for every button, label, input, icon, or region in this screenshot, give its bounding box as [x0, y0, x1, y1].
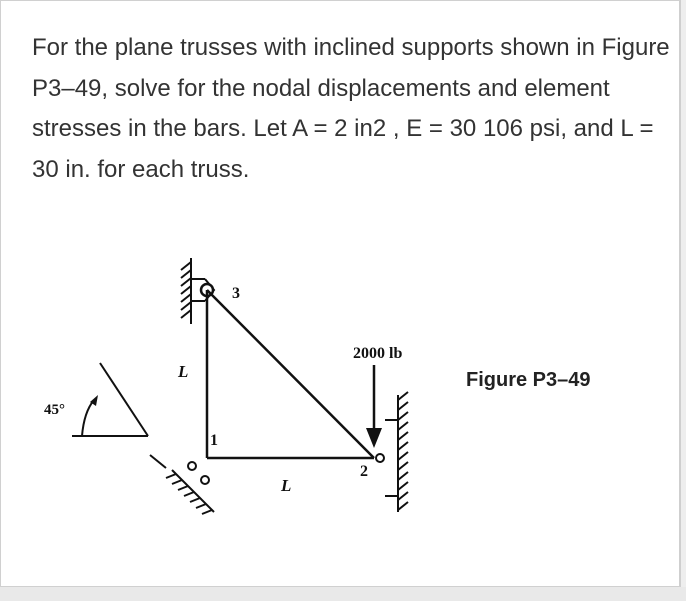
load-label: 2000 lb [353, 345, 403, 362]
node-label-2: 2 [360, 463, 368, 480]
member-diagonal [207, 290, 374, 458]
node-label-1: 1 [210, 432, 218, 449]
angle-label: 45° [44, 402, 65, 418]
node-label-3: 3 [232, 285, 240, 302]
angle-indicator [72, 363, 148, 436]
node1-inclined-roller [150, 455, 214, 514]
truss-members [207, 290, 374, 458]
length-label-vertical: L [178, 362, 189, 381]
figure-caption: Figure P3–49 [466, 369, 591, 391]
load-arrow [366, 365, 382, 448]
node2-wall-roller [376, 392, 408, 512]
length-label-horizontal: L [281, 476, 292, 495]
problem-statement: For the plane trusses with inclined supports shown in Figure P3–49, solve for the nodal displacements and element stresses in the bars. Let A = 2 in2 , E = 30 106 psi, and L = 30 in. for each truss. [32, 34, 670, 183]
